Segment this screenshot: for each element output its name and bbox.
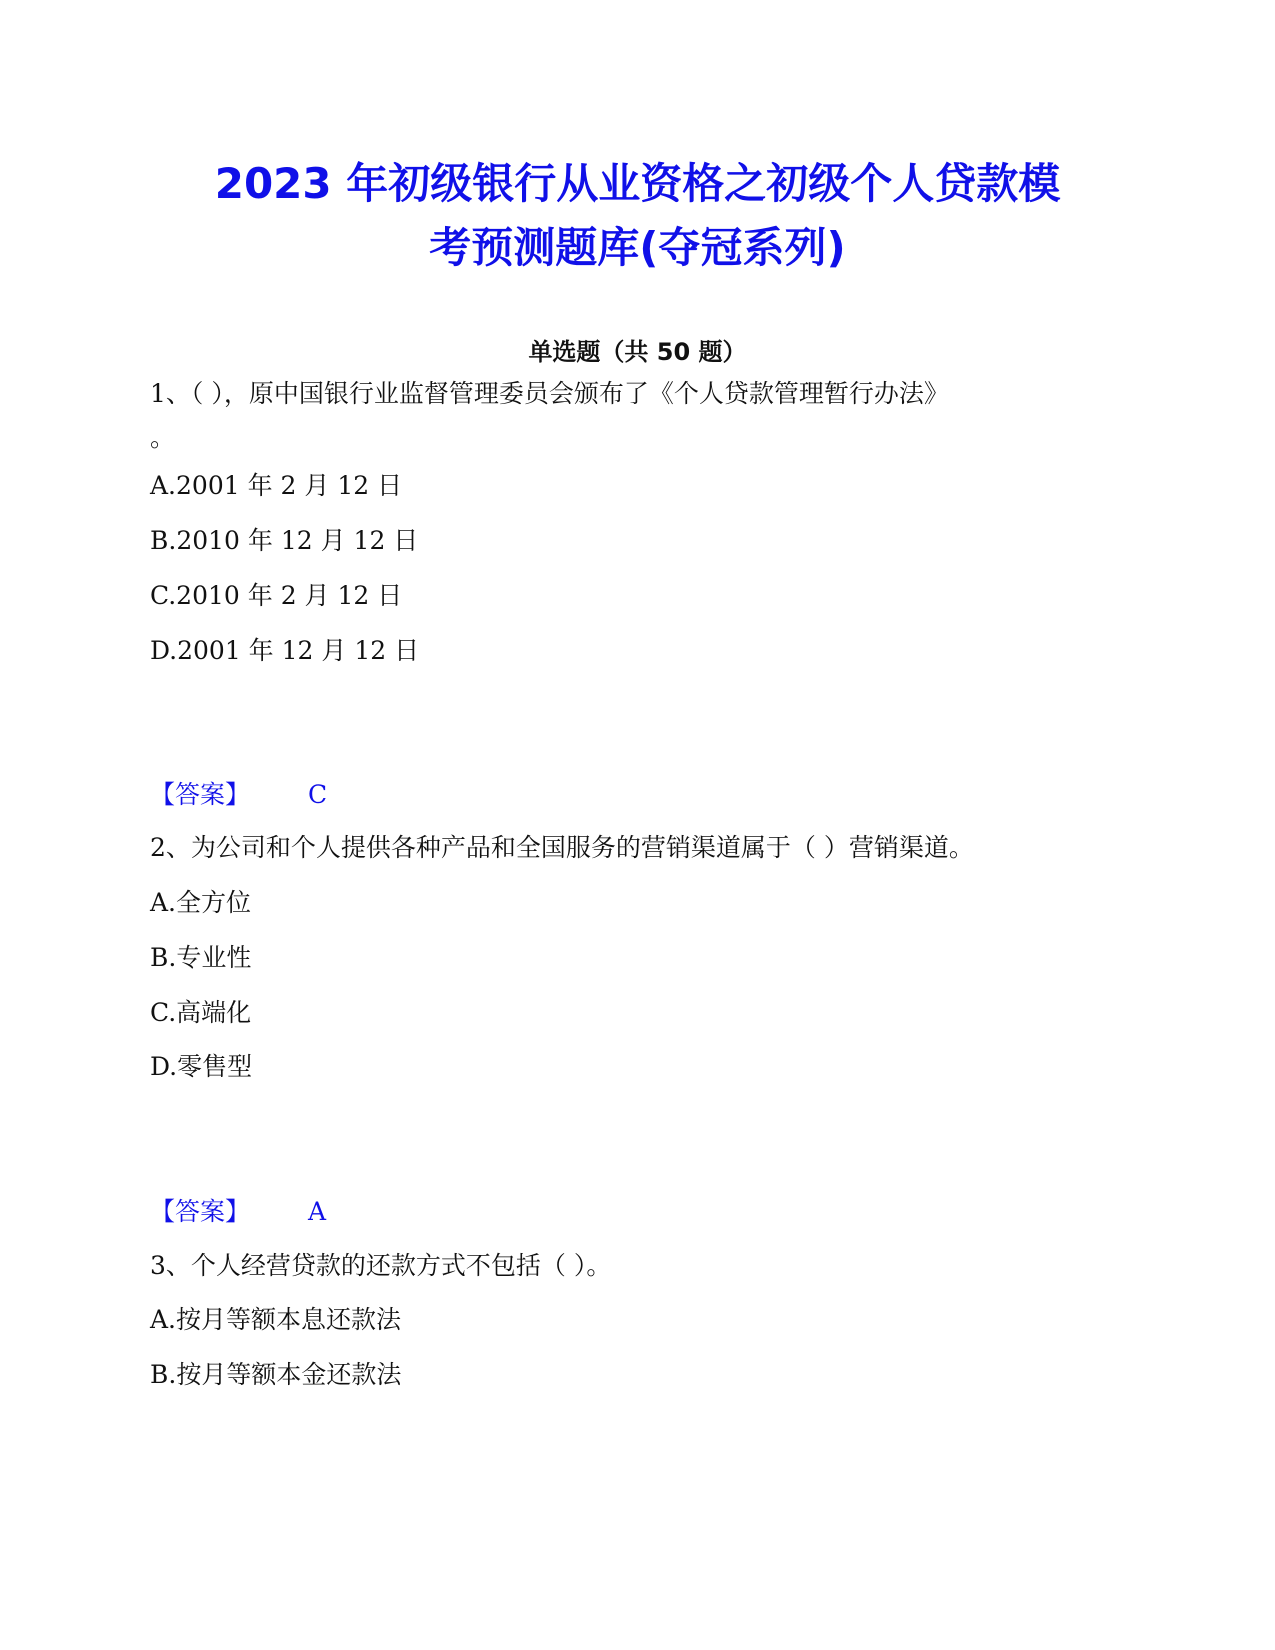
question-3-option-b: B.按月等额本金还款法	[150, 1360, 402, 1389]
answer-label: 【答案】	[150, 1197, 251, 1226]
question-2-option-a: A.全方位	[150, 888, 252, 917]
question-1-option-a: A.2001 年 2 月 12 日	[150, 471, 403, 500]
section-heading: 单选题（共 50 题）	[528, 338, 747, 366]
question-3-option-a: A.按月等额本息还款法	[150, 1305, 402, 1334]
question-2-stem: 2、为公司和个人提供各种产品和全国服务的营销渠道属于（ ）营销渠道。	[150, 833, 974, 862]
document-title-line-2: 考预测题库(夺冠系列)	[429, 223, 846, 272]
question-1-option-d: D.2001 年 12 月 12 日	[150, 636, 420, 665]
answer-value: A	[308, 1197, 327, 1226]
question-1-stem: 1、（ ），原中国银行业监督管理委员会颁布了《个人贷款管理暂行办法》	[150, 379, 949, 408]
question-1-option-c: C.2010 年 2 月 12 日	[150, 581, 403, 610]
document-title-line-1: 2023 年初级银行从业资格之初级个人贷款模	[214, 159, 1061, 208]
answer-label: 【答案】	[150, 780, 251, 809]
question-2-answer	[150, 1194, 327, 1230]
question-2-option-c: C.高端化	[150, 998, 252, 1027]
question-1-answer	[150, 777, 328, 813]
question-1-option-b: B.2010 年 12 月 12 日	[150, 526, 419, 555]
question-2-option-d: D.零售型	[150, 1052, 253, 1081]
answer-value: C	[308, 780, 328, 809]
question-1-stem-continuation: 。	[150, 423, 176, 452]
question-3-stem: 3、个人经营贷款的还款方式不包括（ ）。	[150, 1251, 612, 1280]
question-2-option-b: B.专业性	[150, 943, 252, 972]
